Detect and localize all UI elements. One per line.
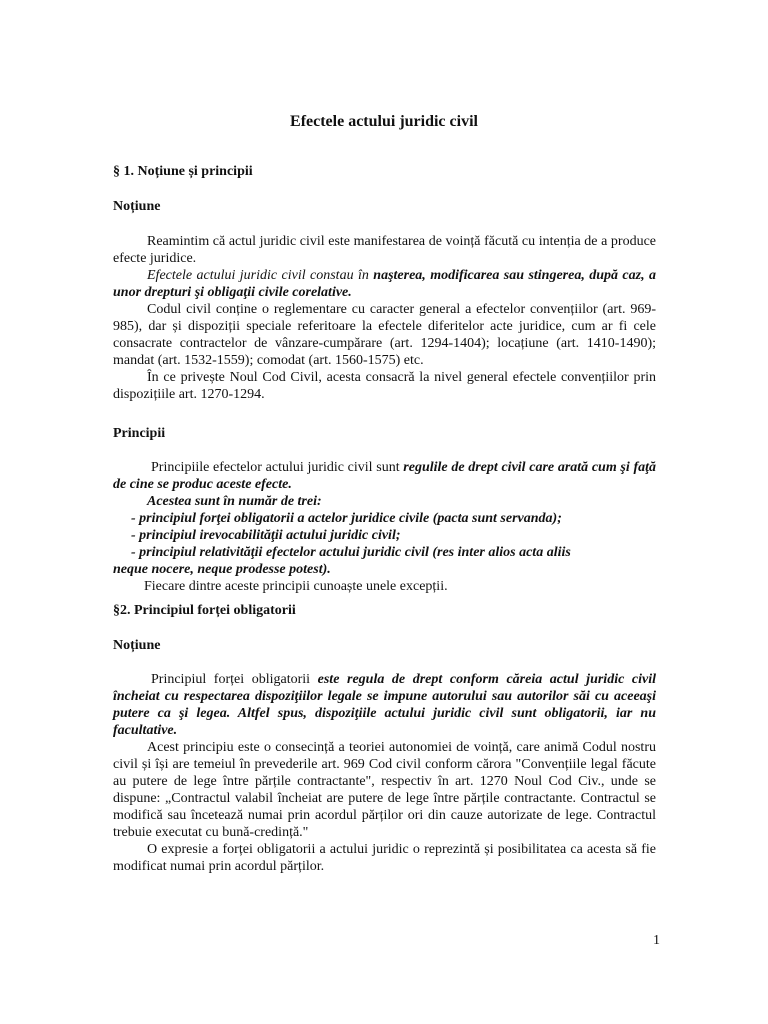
principles-count: Acestea sunt în număr de trei:: [147, 494, 322, 509]
section-2-text-block: [113, 671, 656, 875]
paragraph-autonomy: Acest principiu este o consecință a teoriei autonomiei de voință, care animă Codul nostru civil și își are temeiul în prevederile art. 969 Cod civil conform cărora "Convențiile legal făcute au putere de lege între părțile contractante", respectiv în art. 1270 Noul Cod Civ., unde se dispune: „Contractul valabil încheiat are putere de lege între părțile contractante. Contractul se modifică sau încetează numai prin acordul părților ori din cauze autorizate de lege. Contractul trebuie executat cu bună-credință.": [113, 740, 656, 840]
effects-bold-text: naşterea, modificarea sau stingerea, după caz, a unor drepturi şi obligaţii civile corelative.: [113, 268, 657, 300]
principle-item-3: - principiul relativităţii efectelor actului juridic civil (res inter alios acta aliis: [131, 545, 571, 560]
paragraph-new-civil-code: În ce privește Noul Cod Civil, acesta consacră la nivel general efectele convențiilor prin dispozițiile art. 1270-1294.: [113, 370, 656, 402]
effects-italic-text: Efectele actului juridic civil constau în: [147, 268, 374, 283]
paragraph-principles: [113, 459, 656, 493]
principle-item-2: - principiul irevocabilităţii actului juridic civil;: [131, 528, 401, 543]
principles-text-block: [113, 459, 656, 595]
section-1-text-block: [113, 233, 656, 403]
paragraph-civil-code: Codul civil conține o reglementare cu caracter general a efectelor convențiilor (art. 969-985), dar și dispoziții speciale referitoare la efectele diferitelor acte juridice, cum ar fi cele consacrate contractelor de vânzare-cumpărare (art. 1294-1404); locațiune (art. 1410-1490); mandat (art. 1532-1559); comodat (art. 1560-1575) etc.: [113, 302, 656, 368]
section-2-heading: §2. Principiul forței obligatorii: [113, 603, 296, 618]
binding-force-bold-text: este regula de drept conform căreia actul juridic civil încheiat cu respectarea dispoziţiilor legale se impune autorului sau autorilor săi cu aceeaşi putere ca şi legea. Altfel spus, dispoziţiile actului juridic civil sunt obligatorii, iar nu facultative.: [113, 672, 656, 738]
paragraph-exceptions: Fiecare dintre aceste principii cunoaște unele excepții.: [144, 579, 448, 594]
principle-item-1: - principiul forţei obligatorii a actelor juridice civile (pacta sunt servanda);: [131, 511, 562, 526]
principle-item-3-continued: neque nocere, neque prodesse potest).: [113, 562, 331, 577]
principles-heading: Principii: [113, 426, 166, 441]
paragraph-modification: O expresie a forței obligatorii a actului juridic o reprezintă și posibilitatea ca acesta să fie modificat numai prin acordul părților.: [113, 842, 656, 874]
page-number: 1: [653, 933, 660, 948]
section-1-heading: § 1. Noțiune și principii: [113, 164, 253, 179]
paragraph-binding-force: [113, 671, 656, 739]
paragraph-intro: Reamintim că actul juridic civil este manifestarea de voință făcută cu intenția de a produce efecte juridice.: [113, 234, 656, 266]
principles-normal-text: Principiile efectelor actului juridic civil sunt: [151, 460, 404, 475]
paragraph-effects: [113, 267, 656, 301]
principles-bold-text: regulile de drept civil care arată cum şi faţă de cine se produc aceste efecte.: [113, 460, 657, 492]
binding-force-normal-text: Principiul forței obligatorii: [151, 672, 318, 687]
notion-heading-1: Noțiune: [113, 199, 161, 214]
document-title: Efectele actului juridic civil: [290, 113, 478, 130]
notion-heading-2: Noțiune: [113, 638, 161, 653]
